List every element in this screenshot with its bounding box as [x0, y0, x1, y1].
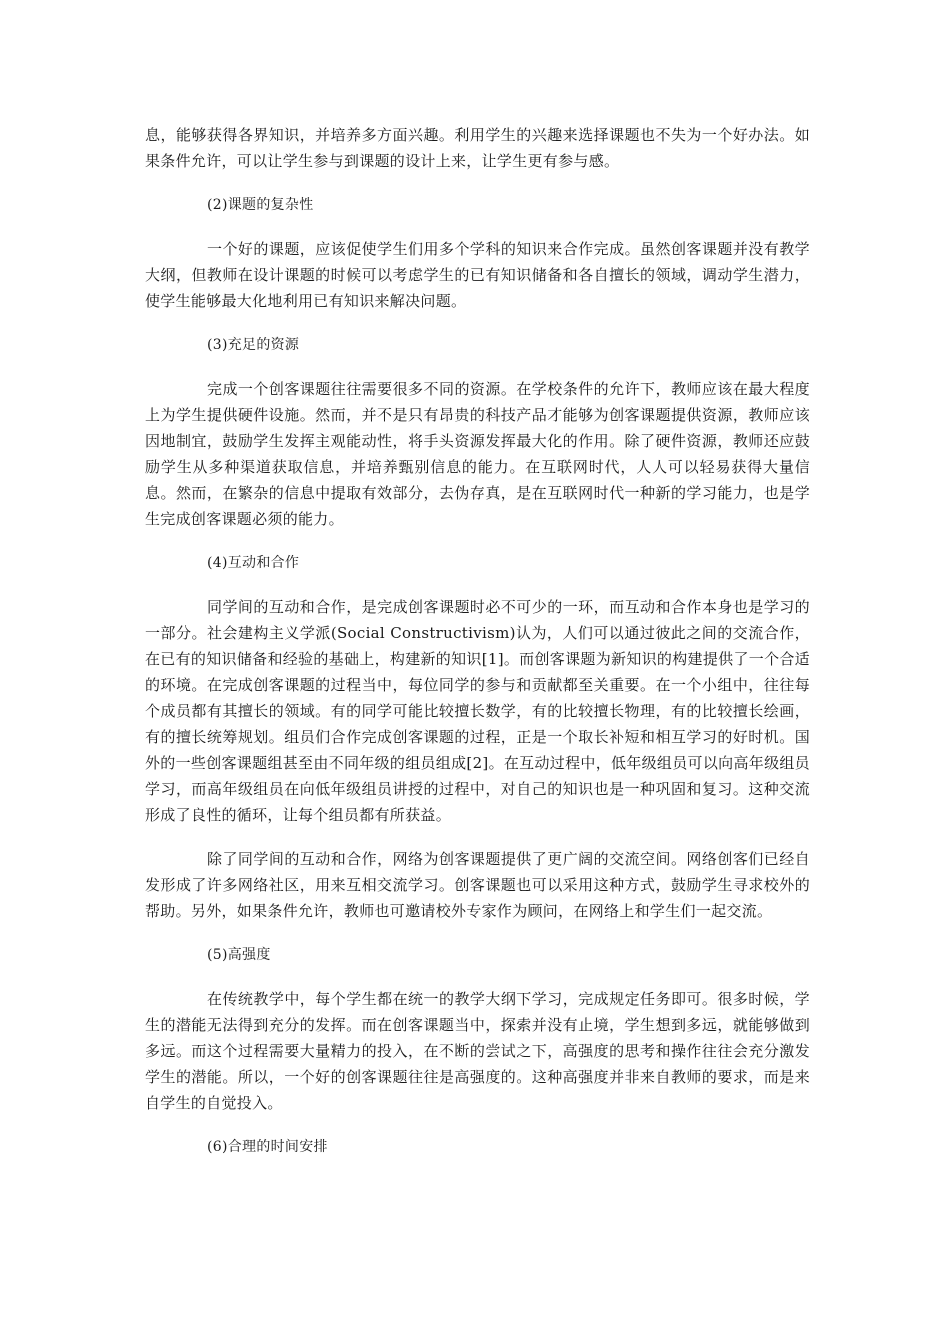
paragraph-gap — [145, 218, 810, 236]
paragraph-online-community: 除了同学间的互动和合作，网络为创客课题提供了更广阔的交流空间。网络创客们已经自发形成了许多网络社区，用来互相交流学习。创客课题也可以采用这种方式，鼓励学生寻求校外的帮助。另外，如果条件允许，教师也可邀请校外专家作为顾问，在网络上和学生们一起交流。 — [145, 850, 810, 920]
paragraph-gap — [145, 358, 810, 376]
paragraph-gap — [145, 174, 810, 192]
paragraph-resources: 完成一个创客课题往往需要很多不同的资源。在学校条件的允许下，教师应该在最大程度上为学生提供硬件设施。然而，并不是只有昂贵的科技产品才能够为创客课题提供资源，教师应该因地制宜，鼓励学生发挥主观能动性，将手头资源发挥最大化的作用。除了硬件资源，教师还应鼓励学生从多种渠道获取信息，并培养甄别信息的能力。在互联网时代，人人可以轻易获得大量信息。然而，在繁杂的信息中提取有效部分，去伪存真，是在互联网时代一种新的学习能力，也是学生完成创客课题必须的能力。 — [145, 380, 810, 528]
paragraph-gap — [145, 828, 810, 846]
section-heading-intensity: (5)高强度 — [207, 947, 271, 963]
paragraph-gap — [145, 924, 810, 942]
paragraph-gap — [145, 314, 810, 332]
paragraph-intensity: 在传统教学中，每个学生都在统一的教学大纲下学习，完成规定任务即可。很多时候，学生的潜能无法得到充分的发挥。而在创客课题当中，探索并没有止境，学生想到多远，就能够做到多远。而这个过程需要大量精力的投入，在不断的尝试之下，高强度的思考和操作往往会充分激发学生的潜能。所以，一个好的创客课题往往是高强度的。这种高强度并非来自教师的要求，而是来自学生的自觉投入。 — [145, 990, 810, 1112]
document-body — [145, 122, 810, 1160]
paragraph-gap — [145, 532, 810, 550]
paragraph-complexity: 一个好的课题，应该促使学生们用多个学科的知识来合作完成。虽然创客课题并没有教学大纲，但教师在设计课题的时候可以考虑学生的已有知识储备和各自擅长的领域，调动学生潜力，使学生能够最大化地利用已有知识来解决问题。 — [145, 240, 810, 310]
section-heading-complexity: (2)课题的复杂性 — [207, 197, 314, 213]
paragraph-gap — [145, 576, 810, 594]
section-heading-time-arrangement: (6)合理的时间安排 — [207, 1139, 328, 1155]
section-heading-resources: (3)充足的资源 — [207, 337, 300, 353]
paragraph-interaction: 同学间的互动和合作，是完成创客课题时必不可少的一环，而互动和合作本身也是学习的一部分。社会建构主义学派(Social Constructivism)认为，人们可以通过彼此之间的交流合作，在已有的知识储备和经验的基础上，构建新的知识[1]。而创客课题为新知识的构建提供了一个合适的环境。在完成创客课题的过程当中，每位同学的参与和贡献都至关重要。在一个小组中，往往每个成员都有其擅长的领域。有的同学可能比较擅长数学，有的比较擅长物理，有的比较擅长绘画，有的擅长统筹规划。组员们合作完成创客课题的过程，正是一个取长补短和相互学习的好时机。国外的一些创客课题组甚至由不同年级的组员组成[2]。在互动过程中，低年级组员可以向高年级组员学习，而高年级组员在向低年级组员讲授的过程中，对自己的知识也是一种巩固和复习。这种交流形成了良性的循环，让每个组员都有所获益。 — [145, 598, 810, 824]
paragraph-interest-continuation: 息，能够获得各界知识，并培养多方面兴趣。利用学生的兴趣来选择课题也不失为一个好办法。如果条件允许，可以让学生参与到课题的设计上来，让学生更有参与感。 — [145, 126, 810, 170]
section-heading-interaction: (4)互动和合作 — [207, 555, 300, 571]
paragraph-gap — [145, 968, 810, 986]
paragraph-gap — [145, 1116, 810, 1134]
